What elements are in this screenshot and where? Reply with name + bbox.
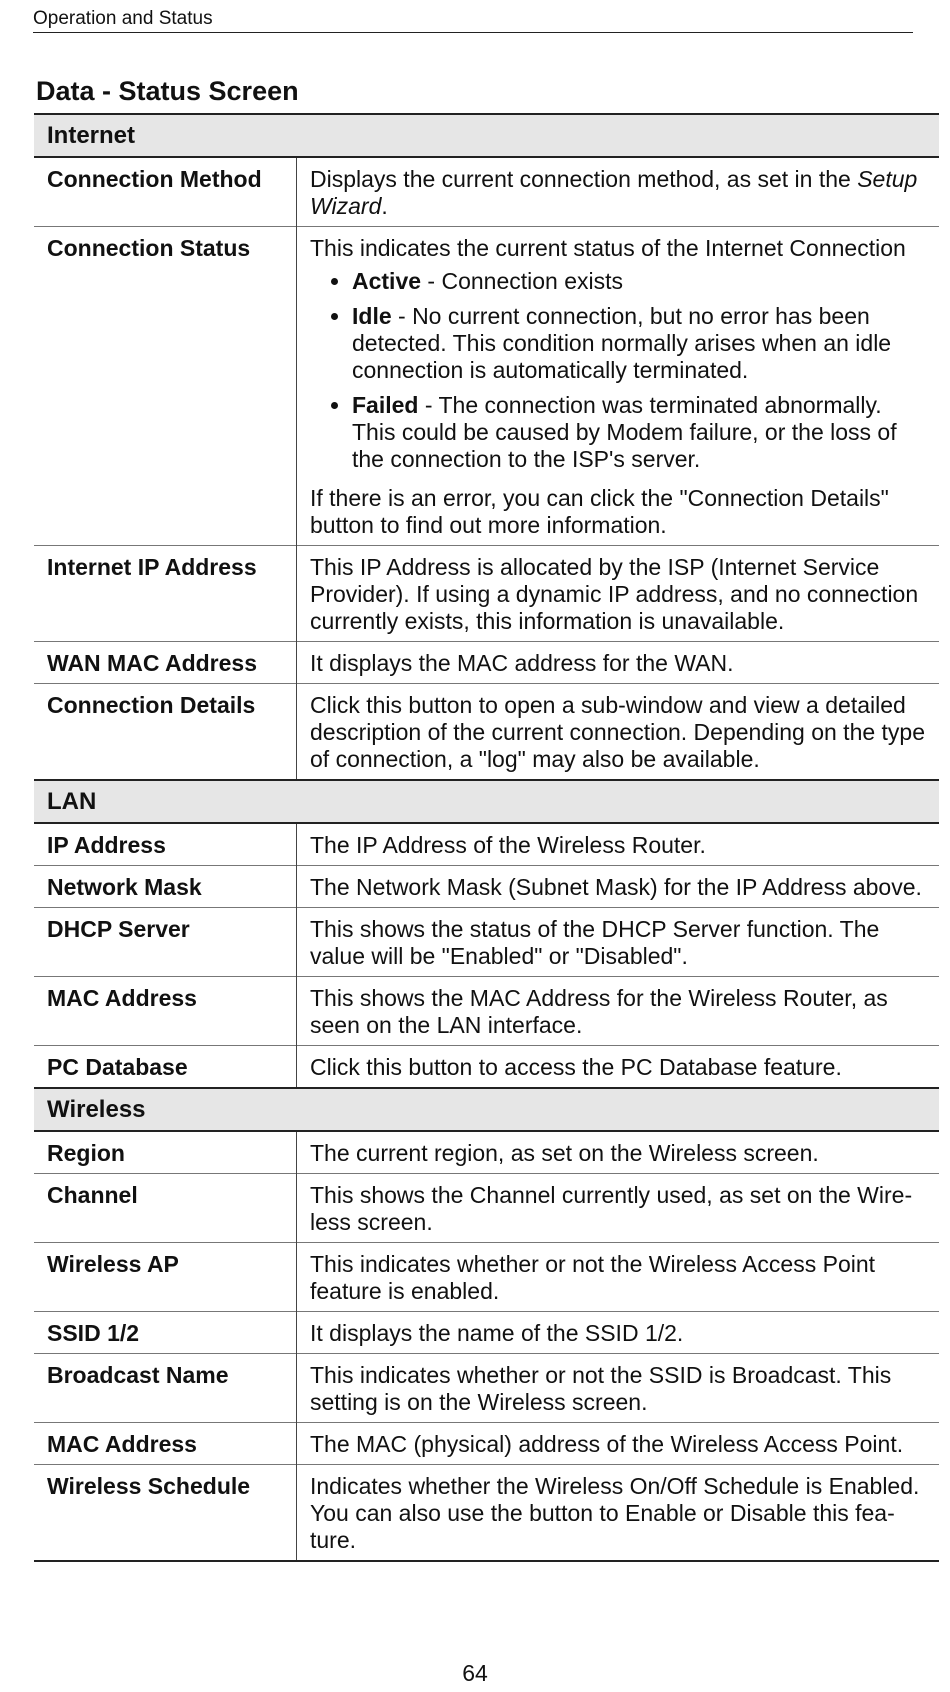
term-cell: SSID 1/2 <box>34 1312 297 1354</box>
term-cell: IP Address <box>34 823 297 866</box>
group-row-wireless <box>34 1088 939 1131</box>
term-cell: Broadcast Name <box>34 1354 297 1423</box>
description-cell <box>297 157 940 227</box>
status-bullet-list <box>310 268 927 473</box>
table-row <box>34 1174 939 1243</box>
term-cell: Connection Method <box>34 157 297 227</box>
description-cell: The MAC (physical) address of the Wireless Access Point. <box>297 1423 940 1465</box>
bullet-item <box>352 303 927 384</box>
description-cell: This indicates whether or not the Wireless Access Point feature is enabled. <box>297 1243 940 1312</box>
table-row <box>34 977 939 1046</box>
description-cell: The current region, as set on the Wireless screen. <box>310 1140 819 1166</box>
description-text: Displays the current connection method, as set in the <box>310 166 858 192</box>
table-row <box>34 546 939 642</box>
term-cell: WAN MAC Address <box>34 642 297 684</box>
table-row <box>34 1423 939 1465</box>
table-row <box>34 227 939 546</box>
table-row <box>34 1131 939 1174</box>
bullet-item <box>352 392 927 473</box>
term-cell: MAC Address <box>34 977 297 1046</box>
term-cell: Region <box>34 1131 297 1174</box>
section-title: Data - Status Screen <box>36 76 299 106</box>
term-cell: Connection Status <box>34 227 297 546</box>
table-row <box>34 823 939 866</box>
term-cell: Wireless AP <box>34 1243 297 1312</box>
table-row <box>34 684 939 781</box>
group-heading: Internet <box>34 114 939 157</box>
description-cell <box>297 227 940 546</box>
term-cell: Channel <box>34 1174 297 1243</box>
description-text: This indicates the current status of the Internet Connection <box>310 235 906 261</box>
group-heading: LAN <box>34 780 939 823</box>
table-row <box>34 866 939 908</box>
term-cell: Internet IP Address <box>34 546 297 642</box>
group-row-internet <box>34 114 939 157</box>
description-cell: Indicates whether the Wireless On/Off Schedule is Enabled. You can also use the button to Enable or Disable this fea-ture. <box>297 1465 940 1562</box>
bullet-text: - The connection was terminated abnormally. This could be caused by Modem failure, or the loss of the connection to the ISP's server. <box>352 392 897 472</box>
table-row <box>34 908 939 977</box>
bullet-item <box>352 268 927 295</box>
bullet-text: - No current connection, but no error has been detected. This condition normally arises when an idle connection is automatically terminated. <box>352 303 892 383</box>
description-cell: It displays the name of the SSID 1/2. <box>297 1312 940 1354</box>
table-row <box>34 1046 939 1089</box>
description-cell: This indicates whether or not the SSID is Broadcast. This setting is on the Wireless screen. <box>297 1354 940 1423</box>
running-header: Operation and Status <box>33 8 913 33</box>
status-table <box>34 113 939 1562</box>
bullet-text: - Connection exists <box>421 268 624 294</box>
description-cell: This shows the status of the DHCP Server function. The value will be "Enabled" or "Disabled". <box>297 908 940 977</box>
term-cell: Connection Details <box>34 684 297 781</box>
description-cell: Click this button to open a sub-window and view a detailed description of the current connection. Depending on the type of connection, a "log" may also be available. <box>297 684 940 781</box>
table-row <box>34 1312 939 1354</box>
table-row <box>34 1354 939 1423</box>
term-cell: Network Mask <box>34 866 297 908</box>
description-cell: This shows the Channel currently used, as set on the Wire-less screen. <box>297 1174 940 1243</box>
description-cell: It displays the MAC address for the WAN. <box>297 642 940 684</box>
description-cell: Click this button to access the PC Database feature. <box>297 1046 940 1089</box>
description-cell: The Network Mask (Subnet Mask) for the IP Address above. <box>297 866 940 908</box>
term-cell: DHCP Server <box>34 908 297 977</box>
bullet-label: Active <box>352 268 422 294</box>
setup-wizard-reference: Setup Wizard <box>310 166 918 219</box>
term-cell: Wireless Schedule <box>34 1465 297 1562</box>
description-cell: The IP Address of the Wireless Router. <box>310 832 706 858</box>
bullet-label: Failed <box>352 392 419 418</box>
table-row <box>34 642 939 684</box>
table-row <box>34 1243 939 1312</box>
description-cell: This IP Address is allocated by the ISP (Internet Service Provider). If using a dynamic IP address, and no connection currently exists, this information is unavailable. <box>297 546 940 642</box>
description-cell: This shows the MAC Address for the Wireless Router, as seen on the LAN interface. <box>297 977 940 1046</box>
term-cell: MAC Address <box>34 1423 297 1465</box>
table-row <box>34 1465 939 1562</box>
term-cell: PC Database <box>34 1046 297 1089</box>
description-text: If there is an error, you can click the "Connection Details" button to find out more information. <box>310 485 889 538</box>
group-heading: Wireless <box>34 1088 939 1131</box>
table-row <box>34 157 939 227</box>
group-row-lan <box>34 780 939 823</box>
bullet-label: Idle <box>352 303 392 329</box>
description-text: . <box>381 193 388 219</box>
page-number: 64 <box>462 1660 488 1686</box>
